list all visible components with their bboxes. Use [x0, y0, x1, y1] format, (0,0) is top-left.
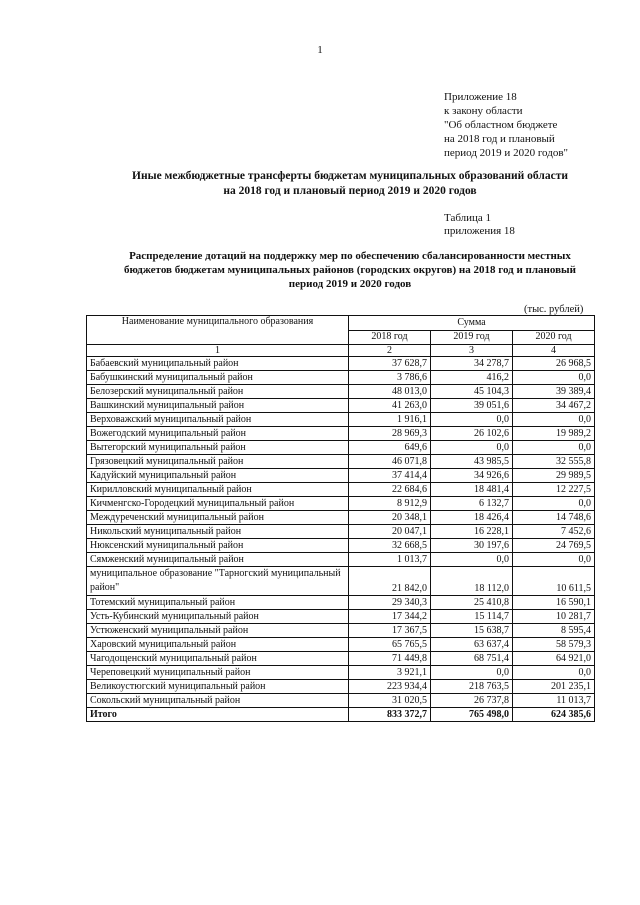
value-2020: 0,0: [513, 553, 595, 567]
value-2019: 45 104,3: [431, 385, 513, 399]
district-name: Бабушкинский муниципальный район: [87, 371, 349, 385]
value-2018: 46 071,8: [349, 455, 431, 469]
district-name: Кадуйский муниципальный район: [87, 469, 349, 483]
value-2018: 17 344,2: [349, 610, 431, 624]
table-row: [87, 385, 595, 399]
value-2019: 34 926,6: [431, 469, 513, 483]
table-ref-line-1: Таблица 1: [444, 212, 492, 224]
value-2018: 20 047,1: [349, 525, 431, 539]
subtitle-line-1: Распределение дотаций на поддержку мер по обеспечению сбалансированности местных: [129, 250, 571, 262]
district-name: Тотемский муниципальный район: [87, 596, 349, 610]
value-2019: 15 114,7: [431, 610, 513, 624]
table-ref-line-2: приложения 18: [444, 225, 515, 237]
total-2020: 624 385,6: [513, 708, 595, 722]
value-2018: 20 348,1: [349, 511, 431, 525]
page-number: 1: [317, 44, 323, 56]
value-2020: 10 281,7: [513, 610, 595, 624]
value-2018: 22 684,6: [349, 483, 431, 497]
header-name: Наименование муниципального образования: [87, 316, 349, 345]
value-2019: 416,2: [431, 371, 513, 385]
district-name: Вашкинский муниципальный район: [87, 399, 349, 413]
subtitle-line-2: бюджетов бюджетам муниципальных районов (городских округов) на 2018 год и плановый: [124, 264, 576, 276]
district-name: Кичменгско-Городецкий муниципальный район: [87, 497, 349, 511]
value-2020: 24 769,5: [513, 539, 595, 553]
value-2018: 31 020,5: [349, 694, 431, 708]
table-row: [87, 567, 595, 596]
table-row: [87, 455, 595, 469]
value-2018: 649,6: [349, 441, 431, 455]
value-2018: 71 449,8: [349, 652, 431, 666]
value-2018: 17 367,5: [349, 624, 431, 638]
value-2018: 41 263,0: [349, 399, 431, 413]
table-row: [87, 638, 595, 652]
index-cell: 4: [513, 345, 595, 357]
district-name: муниципальное образование "Тарногский муниципальный район": [87, 567, 349, 596]
document-title: [90, 169, 610, 199]
value-2018: 8 912,9: [349, 497, 431, 511]
value-2020: 58 579,3: [513, 638, 595, 652]
header-year-2018: 2018 год: [349, 330, 431, 345]
district-name: Кирилловский муниципальный район: [87, 483, 349, 497]
value-2020: 19 989,2: [513, 427, 595, 441]
table-reference: [444, 212, 515, 238]
value-2018: 32 668,5: [349, 539, 431, 553]
district-name: Нюксенский муниципальный район: [87, 539, 349, 553]
value-2019: 39 051,6: [431, 399, 513, 413]
table-row: [87, 483, 595, 497]
table-row: [87, 624, 595, 638]
district-name: Никольский муниципальный район: [87, 525, 349, 539]
total-2019: 765 498,0: [431, 708, 513, 722]
value-2018: 1 916,1: [349, 413, 431, 427]
value-2020: 39 389,4: [513, 385, 595, 399]
district-name: Сокольский муниципальный район: [87, 694, 349, 708]
value-2019: 15 638,7: [431, 624, 513, 638]
index-cell: 3: [431, 345, 513, 357]
value-2018: 3 786,6: [349, 371, 431, 385]
table-row: [87, 469, 595, 483]
value-2020: 26 968,5: [513, 357, 595, 371]
value-2020: 0,0: [513, 371, 595, 385]
table-row: [87, 553, 595, 567]
district-name: Междуреченский муниципальный район: [87, 511, 349, 525]
table-row: [87, 610, 595, 624]
value-2018: 48 013,0: [349, 385, 431, 399]
district-name: Усть-Кубинский муниципальный район: [87, 610, 349, 624]
value-2018: 37 628,7: [349, 357, 431, 371]
value-2018: 65 765,5: [349, 638, 431, 652]
table-row: [87, 511, 595, 525]
table-row: [87, 399, 595, 413]
index-cell: 1: [87, 345, 349, 357]
district-name: Верховажский муниципальный район: [87, 413, 349, 427]
table-row: [87, 596, 595, 610]
index-cell: 2: [349, 345, 431, 357]
value-2019: 18 481,4: [431, 483, 513, 497]
header-year-2019: 2019 год: [431, 330, 513, 345]
value-2020: 64 921,0: [513, 652, 595, 666]
header-sum: Сумма: [349, 316, 595, 331]
table-row: [87, 680, 595, 694]
table-title: [86, 249, 614, 291]
value-2018: 37 414,4: [349, 469, 431, 483]
district-name: Вытегорский муниципальный район: [87, 441, 349, 455]
value-2019: 18 112,0: [431, 567, 513, 596]
value-2020: 34 467,2: [513, 399, 595, 413]
value-2019: 218 763,5: [431, 680, 513, 694]
value-2018: 223 934,4: [349, 680, 431, 694]
value-2020: 16 590,1: [513, 596, 595, 610]
value-2018: 28 969,3: [349, 427, 431, 441]
district-name: Череповецкий муниципальный район: [87, 666, 349, 680]
value-2019: 0,0: [431, 441, 513, 455]
value-2019: 34 278,7: [431, 357, 513, 371]
value-2018: 1 013,7: [349, 553, 431, 567]
annex-line: к закону области: [444, 105, 523, 117]
table-row: [87, 694, 595, 708]
value-2019: 0,0: [431, 413, 513, 427]
value-2018: 3 921,1: [349, 666, 431, 680]
value-2020: 201 235,1: [513, 680, 595, 694]
table-row: [87, 413, 595, 427]
table-row: [87, 539, 595, 553]
table-row: [87, 497, 595, 511]
table-row: [87, 441, 595, 455]
district-name: Грязовецкий муниципальный район: [87, 455, 349, 469]
district-name: Устюженский муниципальный район: [87, 624, 349, 638]
table-row: [87, 371, 595, 385]
value-2020: 0,0: [513, 441, 595, 455]
value-2019: 18 426,4: [431, 511, 513, 525]
district-name: Харовский муниципальный район: [87, 638, 349, 652]
total-row: [87, 708, 595, 722]
annex-line: на 2018 год и плановый: [444, 133, 555, 145]
value-2020: 0,0: [513, 413, 595, 427]
annex-line: "Об областном бюджете: [444, 119, 558, 131]
value-2018: 21 842,0: [349, 567, 431, 596]
table-row: [87, 652, 595, 666]
value-2020: 11 013,7: [513, 694, 595, 708]
value-2020: 8 595,4: [513, 624, 595, 638]
value-2019: 68 751,4: [431, 652, 513, 666]
value-2018: 29 340,3: [349, 596, 431, 610]
value-2020: 0,0: [513, 666, 595, 680]
table-row: [87, 666, 595, 680]
district-name: Чагодощенский муниципальный район: [87, 652, 349, 666]
title-line-2: на 2018 год и плановый период 2019 и 2020 годов: [223, 185, 477, 197]
title-line-1: Иные межбюджетные трансферты бюджетам муниципальных образований области: [132, 170, 568, 182]
total-label: Итого: [87, 708, 349, 722]
value-2020: 32 555,8: [513, 455, 595, 469]
total-2018: 833 372,7: [349, 708, 431, 722]
value-2020: 12 227,5: [513, 483, 595, 497]
value-2019: 63 637,4: [431, 638, 513, 652]
value-2020: 29 989,5: [513, 469, 595, 483]
annex-line: период 2019 и 2020 годов": [444, 147, 569, 159]
value-2019: 0,0: [431, 666, 513, 680]
header-year-2020: 2020 год: [513, 330, 595, 345]
value-2020: 0,0: [513, 497, 595, 511]
value-2019: 26 102,6: [431, 427, 513, 441]
value-2020: 10 611,5: [513, 567, 595, 596]
value-2019: 0,0: [431, 553, 513, 567]
value-2019: 30 197,6: [431, 539, 513, 553]
district-name: Великоустюгский муниципальный район: [87, 680, 349, 694]
subsidy-table: [86, 315, 595, 722]
value-2020: 14 748,6: [513, 511, 595, 525]
district-name: Вожегодский муниципальный район: [87, 427, 349, 441]
district-name: Сямженский муниципальный район: [87, 553, 349, 567]
units-label: (тыс. рублей): [524, 304, 584, 315]
annex-line: Приложение 18: [444, 91, 517, 103]
value-2019: 43 985,5: [431, 455, 513, 469]
table-row: [87, 357, 595, 371]
table-row: [87, 525, 595, 539]
value-2019: 26 737,8: [431, 694, 513, 708]
value-2020: 7 452,6: [513, 525, 595, 539]
district-name: Белозерский муниципальный район: [87, 385, 349, 399]
subtitle-line-3: период 2019 и 2020 годов: [288, 278, 412, 290]
district-name: Бабаевский муниципальный район: [87, 357, 349, 371]
value-2019: 16 228,1: [431, 525, 513, 539]
annex-header: [444, 90, 568, 160]
value-2019: 25 410,8: [431, 596, 513, 610]
value-2019: 6 132,7: [431, 497, 513, 511]
table-row: [87, 427, 595, 441]
